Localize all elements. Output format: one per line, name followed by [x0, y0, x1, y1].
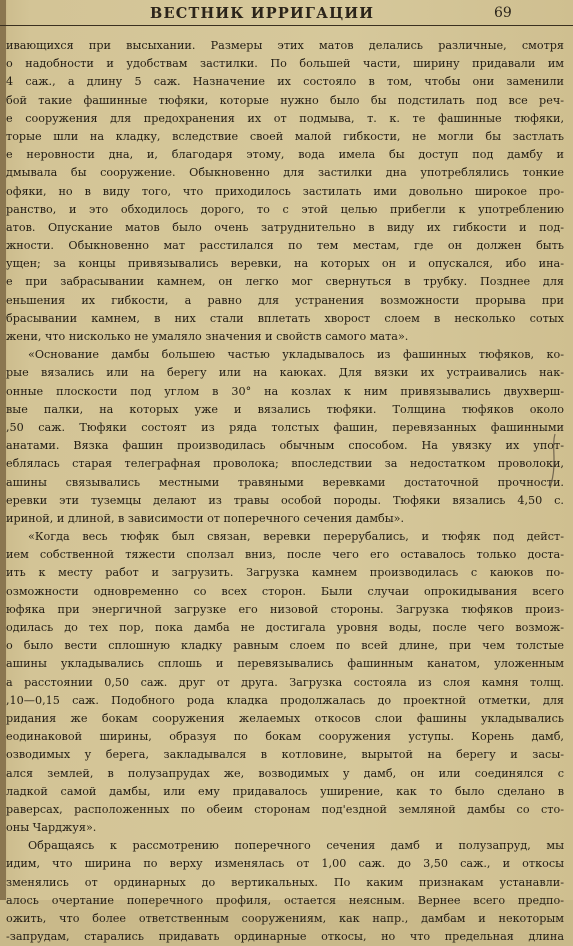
text-line: ущен; за концы привязывались веревки, на которых он и опускался, ибо ина-: [6, 257, 564, 271]
header-divider: [0, 25, 573, 26]
text-line: а расстоянии 0,50 саж. друг от друга. Загрузка состояла из слоя камня толщ.: [6, 675, 564, 689]
journal-title: ВЕСТНИК ИРРИГАЦИИ: [150, 5, 375, 22]
text-line: жени, что нисколько не умаляло значения и свойств самого мата».: [6, 330, 409, 343]
text-line: ить к месту работ и загрузить. Загрузка камнем производилась с каюков по-: [6, 566, 564, 580]
paragraph-start-line: Обращаясь к рассмотрению поперечного сечения дамб и полузапруд, мы: [28, 839, 564, 853]
text-line: рые вязались или на берегу или на каюках. Для вязки их устраивались нак-: [6, 366, 564, 380]
text-line: е при забрасывании камнем, он легко мог свернуться в трубку. Позднее для: [6, 275, 564, 289]
text-line: еревки эти туземцы делают из травы особой породы. Тюфяки вязались 4,50 с.: [6, 493, 564, 507]
text-line: дмывала бы сооружение. Обыкновенно для застилки дна употреблялись тонкие: [6, 166, 564, 180]
text-line: атов. Опускание матов было очень затруднительно в виду их гибкости и под-: [6, 220, 564, 234]
text-line: жности. Обыкновенно мат расстилался по тем местам, где он должен быть: [6, 239, 564, 253]
text-line: ,50 саж. Тюфяки состоят из ряда толстых фашин, перевязанных фашинными: [6, 420, 564, 434]
text-line: о было вести сплошную кладку равным слоем по всей длине, при чем толстые: [6, 639, 564, 653]
text-line: алось очертание поперечного профиля, остается неясным. Вернее всего предпо-: [6, 893, 564, 907]
text-line: идим, что ширина по верху изменялась от 1,00 саж. до 3,50 саж., и откосы: [6, 857, 564, 871]
text-line: еньшения их гибкости, а равно для устранения возможности прорыва при: [6, 293, 564, 307]
text-line: озможности одновременно со всех сторон. Были случаи опрокидывания всего: [6, 584, 564, 598]
text-line: брасывании камнем, в них стали вплетать хворост слоем в несколько сотых: [6, 311, 564, 325]
text-line: еблялась старая телеграфная проволока; впоследствии за недостатком проволоки,: [6, 457, 564, 471]
text-line: е сооружения для предохранения их от подмыва, т. к. те фашинные тюфяки,: [6, 111, 564, 125]
text-line: офяки, но в виду того, что приходилось застилать ими довольно широкое про-: [6, 184, 564, 198]
text-line: ириной, и длиной, в зависимости от поперечного сечения дамбы».: [6, 511, 405, 525]
text-line: онные плоскости под углом в 30° на козлах к ним привязывались двухверш-: [6, 384, 564, 398]
text-line: о надобности и удобствам застилки. По большей части, ширину придавали им: [6, 57, 564, 71]
text-line: бой такие фашинные тюфяки, которые нужно было бы подстилать под все реч-: [6, 93, 564, 107]
text-line: ался землей, в полузапрудах же, возводимых у дамб, он или соединялся с: [6, 766, 564, 780]
text-line: ридания же бокам сооружения желаемых откосов слои фашины укладывались: [6, 711, 564, 725]
article-body: [6, 37, 564, 946]
text-line: ием собственной тяжести сползал вниз, после чего его оставалось только доста-: [6, 548, 564, 562]
text-line: ашины укладывались сплошь и перевязывались фашинным канатом, уложенным: [6, 657, 564, 671]
text-line: ивающихся при высыхании. Размеры этих матов делались различные, смотря: [6, 39, 564, 52]
text-line: ранство, и это обходилось дорого, то с этой целью прибегли к употреблению: [6, 202, 564, 216]
text-line: -запрудам, старались придавать ординарные откосы, но что предельная длина: [6, 930, 564, 944]
text-line: вые палки, на которых уже и вязались тюфяки. Толщина тюфяков около: [6, 402, 564, 416]
text-line: торые шли на кладку, вследствие своей малой гибкости, не могли бы застлать: [6, 129, 564, 143]
text-line: еодинаковой ширины, образуя по бокам сооружения уступы. Корень дамб,: [6, 730, 564, 744]
pencil-margin-mark: [546, 432, 560, 490]
text-line: зменялись от ординарных до вертикальных. По каким признакам устанавли-: [6, 875, 564, 889]
text-line: озводимых у берега, закладывался в котловине, вырытой на берегу и засы-: [6, 748, 564, 762]
text-line: оны Чарджуя».: [6, 821, 97, 835]
text-line: ладкой самой дамбы, или ему придавалось уширение, как то было сделано в: [6, 784, 564, 798]
page-number: 69: [494, 5, 512, 21]
running-header: [0, 0, 573, 28]
paragraph-start-line: «Когда весь тюфяк был связан, веревки перерубались, и тюфяк под дейст-: [28, 530, 564, 544]
text-line: ,10—0,15 саж. Подобного рода кладка продолжалась до проектной отметки, для: [6, 693, 564, 707]
text-line: раверсах, расположенных по обеим сторонам под'ездной земляной дамбы со сто-: [6, 802, 564, 816]
text-line: 4 саж., а длину 5 саж. Назначение их состояло в том, чтобы они заменили: [6, 75, 564, 89]
text-line: одилась до тех пор, пока дамба не достигала уровня воды, после чего возмож-: [6, 621, 564, 634]
text-line: анатами. Вязка фашин производилась обычным способом. На увязку их упот-: [6, 439, 564, 453]
text-line: е неровности дна, и, благодаря этому, вода имела бы доступ под дамбу и: [6, 148, 564, 162]
paragraph-start-line: «Основание дамбы большею частью укладывалось из фашинных тюфяков, ко-: [28, 348, 564, 362]
text-line: ашины связывались местными травяными веревками достаточной прочности.: [6, 475, 564, 489]
text-line: ожить, что более ответственным сооружениям, как напр., дамбам и некоторым: [6, 912, 564, 925]
text-line: юфяка при энергичной загрузке его низовой стороны. Загрузка тюфяков произ-: [6, 602, 564, 616]
